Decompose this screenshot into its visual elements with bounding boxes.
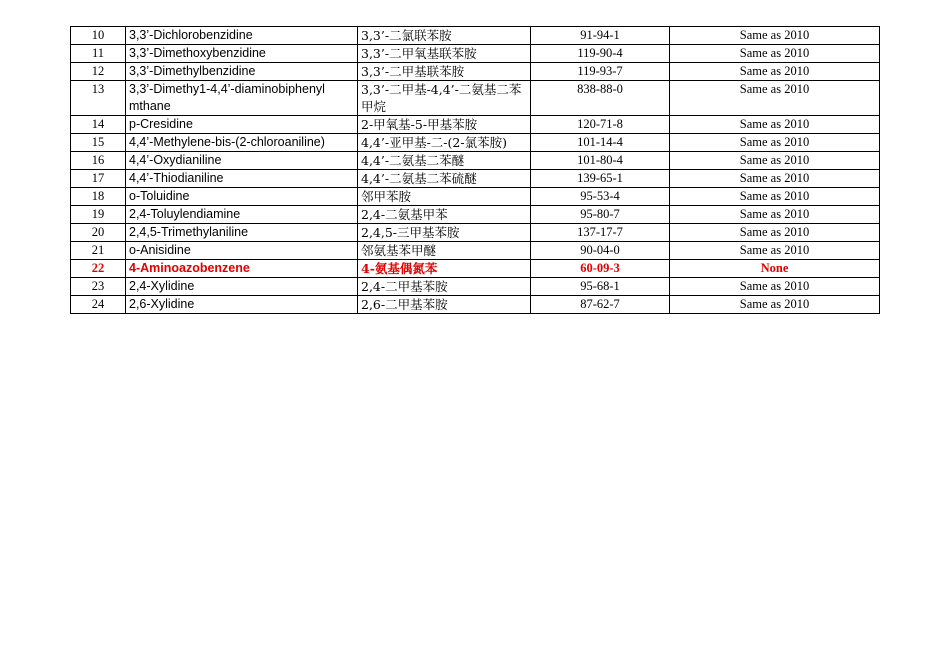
cas-number: 101-80-4: [531, 152, 670, 170]
substance-name-en: 4-Aminoazobenzene: [126, 260, 358, 278]
substance-name-en: o-Toluidine: [126, 188, 358, 206]
cas-number: 137-17-7: [531, 224, 670, 242]
row-number: 12: [71, 63, 126, 81]
substance-name-en: o-Anisidine: [126, 242, 358, 260]
table-row: [71, 81, 880, 116]
substance-name-en: 3,3’-Dimethy1-4,4’-diaminobiphenyl mthane: [126, 81, 358, 116]
status-cell: None: [670, 260, 880, 278]
table-row: [71, 170, 880, 188]
substance-name-zh: 4-氨基偶氮苯: [358, 260, 531, 278]
substance-name-zh: 2,4-二氨基甲苯: [358, 206, 531, 224]
substance-name-zh: 邻氨基苯甲醚: [358, 242, 531, 260]
cas-number: 95-68-1: [531, 278, 670, 296]
table-row: [71, 188, 880, 206]
substance-name-en: 4,4’-Oxydianiline: [126, 152, 358, 170]
substance-name-zh: 2,6-二甲基苯胺: [358, 296, 531, 314]
substance-name-en: 2,4-Toluylendiamine: [126, 206, 358, 224]
table-row: [71, 206, 880, 224]
row-number: 22: [71, 260, 126, 278]
status-cell: Same as 2010: [670, 206, 880, 224]
table-row: [71, 63, 880, 81]
status-cell: Same as 2010: [670, 116, 880, 134]
row-number: 18: [71, 188, 126, 206]
substance-name-zh: 3,3’-二甲基-4,4’-二氨基二苯甲烷: [358, 81, 531, 116]
status-cell: Same as 2010: [670, 188, 880, 206]
table-row: [71, 242, 880, 260]
row-number: 11: [71, 45, 126, 63]
cas-number: 87-62-7: [531, 296, 670, 314]
cas-number: 139-65-1: [531, 170, 670, 188]
cas-number: 95-80-7: [531, 206, 670, 224]
cas-number: 119-93-7: [531, 63, 670, 81]
substance-name-en: 3,3’-Dimethoxybenzidine: [126, 45, 358, 63]
status-cell: Same as 2010: [670, 27, 880, 45]
table-row: [71, 278, 880, 296]
status-cell: Same as 2010: [670, 278, 880, 296]
substance-name-en: 3,3’-Dichlorobenzidine: [126, 27, 358, 45]
status-cell: Same as 2010: [670, 152, 880, 170]
status-cell: Same as 2010: [670, 296, 880, 314]
row-number: 21: [71, 242, 126, 260]
substance-name-en: 3,3’-Dimethylbenzidine: [126, 63, 358, 81]
substance-name-zh: 2,4-二甲基苯胺: [358, 278, 531, 296]
substance-name-zh: 3,3’-二甲氧基联苯胺: [358, 45, 531, 63]
substance-table: [70, 26, 880, 314]
table-row: [71, 45, 880, 63]
substance-name-zh: 2,4,5-三甲基苯胺: [358, 224, 531, 242]
table-body: [71, 27, 880, 314]
substance-name-zh: 4,4’-二氨基二苯硫醚: [358, 170, 531, 188]
cas-number: 95-53-4: [531, 188, 670, 206]
status-cell: Same as 2010: [670, 45, 880, 63]
table-row: [71, 260, 880, 278]
row-number: 20: [71, 224, 126, 242]
status-cell: Same as 2010: [670, 81, 880, 116]
cas-number: 838-88-0: [531, 81, 670, 116]
substance-name-en: 2,6-Xylidine: [126, 296, 358, 314]
substance-name-zh: 4,4’-二氨基二苯醚: [358, 152, 531, 170]
table-row: [71, 152, 880, 170]
substance-name-zh: 邻甲苯胺: [358, 188, 531, 206]
row-number: 14: [71, 116, 126, 134]
substance-name-en: 2,4-Xylidine: [126, 278, 358, 296]
status-cell: Same as 2010: [670, 170, 880, 188]
status-cell: Same as 2010: [670, 224, 880, 242]
table-row: [71, 134, 880, 152]
substance-name-en: p-Cresidine: [126, 116, 358, 134]
row-number: 17: [71, 170, 126, 188]
row-number: 10: [71, 27, 126, 45]
substance-name-zh: 3,3’-二氯联苯胺: [358, 27, 531, 45]
table-row: [71, 27, 880, 45]
table-row: [71, 116, 880, 134]
cas-number: 90-04-0: [531, 242, 670, 260]
substance-name-en: 2,4,5-Trimethylaniline: [126, 224, 358, 242]
row-number: 15: [71, 134, 126, 152]
row-number: 23: [71, 278, 126, 296]
substance-name-zh: 2-甲氧基-5-甲基苯胺: [358, 116, 531, 134]
row-number: 19: [71, 206, 126, 224]
table-row: [71, 224, 880, 242]
row-number: 24: [71, 296, 126, 314]
row-number: 16: [71, 152, 126, 170]
status-cell: Same as 2010: [670, 242, 880, 260]
cas-number: 60-09-3: [531, 260, 670, 278]
cas-number: 120-71-8: [531, 116, 670, 134]
cas-number: 91-94-1: [531, 27, 670, 45]
substance-name-zh: 3,3’-二甲基联苯胺: [358, 63, 531, 81]
cas-number: 119-90-4: [531, 45, 670, 63]
substance-name-en: 4,4’-Thiodianiline: [126, 170, 358, 188]
substance-name-en: 4,4’-Methylene-bis-(2-chloroaniline): [126, 134, 358, 152]
cas-number: 101-14-4: [531, 134, 670, 152]
substance-name-zh: 4,4’-亚甲基-二-(2-氯苯胺): [358, 134, 531, 152]
table-row: [71, 296, 880, 314]
row-number: 13: [71, 81, 126, 116]
status-cell: Same as 2010: [670, 134, 880, 152]
status-cell: Same as 2010: [670, 63, 880, 81]
